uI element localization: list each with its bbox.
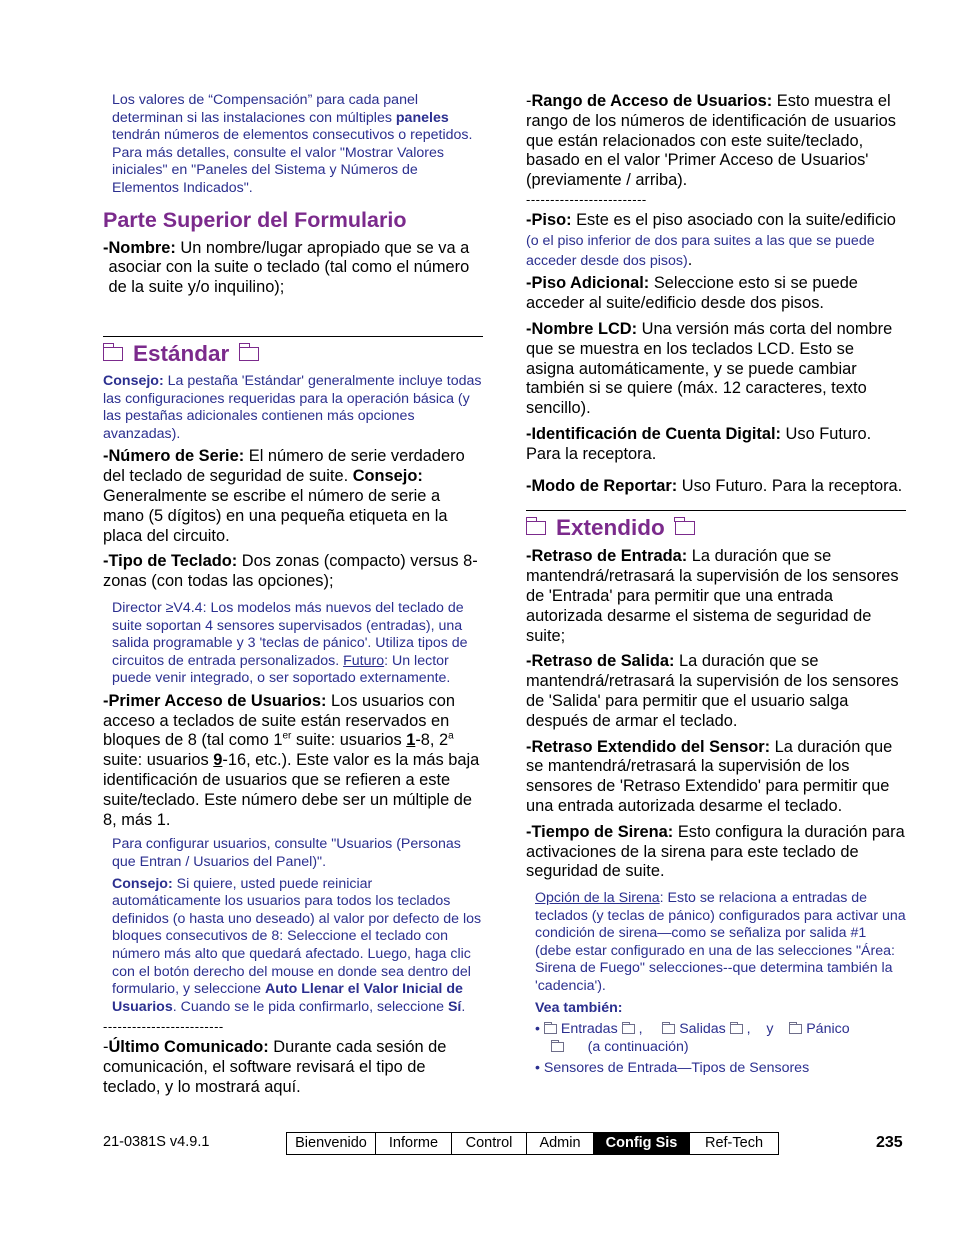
opcion-sirena-link[interactable]: Opción de la Sirena [535,890,660,907]
nav-bienvenido[interactable]: Bienvenido [287,1133,376,1154]
field-rango-acceso: -Rango de Acceso de Usuarios: Esto muestra el rango de los números de identificación de usuarios que están relacionados con este suite/teclado, basado en el valor 'Primer Acceso de Usuarios' (previamente / arriba). [526,92,896,190]
list-item: • Sensores de Entrada—Tipos de Sensores [535,1060,810,1077]
section-divider [526,510,906,511]
folder-icon [551,1042,564,1052]
nav-admin[interactable]: Admin [527,1133,594,1154]
vea-tambien-list [526,1021,906,1078]
footer-nav [286,1132,779,1155]
consejo-estandar-note: Consejo: La pestaña 'Estándar' generalmente incluye todas las configuraciones requeridas para la operación básica (y las pestañas adicionales contienen más opciones avanzadas). [103,372,482,442]
vea-tambien-label: Vea también: [535,999,623,1016]
configurar-usuarios-note: Para configurar usuarios, consulte "Usuarios (Personas que Entran / Usuarios del Panel)". [112,836,461,871]
field-ultimo-comunicado: -Último Comunicado: Durante cada sesión de comunicación, el software revisará el tipo de teclado, y lo mostrará aquí. [103,1038,447,1096]
list-item: • Entradas , Salidas , y Pánico (a continuación) [535,1021,850,1055]
field-retraso-extendido: -Retraso Extendido del Sensor: La duración que se mantendrá/retrasará la supervisión de los sensores de 'Retraso Extendido' para permitir que una entrada autorizada desarme el teclado. [526,737,893,815]
panico-link[interactable]: Pánico [806,1021,850,1038]
nav-ref-tech[interactable]: Ref-Tech [704,1135,764,1151]
page-number: 235 [876,1134,903,1151]
field-numero-serie: -Número de Serie: El número de serie verdadero del teclado de seguridad de suite. Consejo: Generalmente se escribe el número de serie a mano (5 dígitos) en una pequeña etiqueta en la placa del circuito. [103,447,465,545]
field-tipo-teclado: -Tipo de Teclado: Dos zonas (compacto) versus 8-zonas (con todas las opciones); [103,552,478,591]
field-nombre: - Nombre: Un nombre/lugar apropiado que se va a asociar con la suite o teclado (tal como el número de la suite y/o inquilino); [103,238,470,297]
opcion-sirena-note: Opción de la Sirena: Esto se relaciona a entradas de teclados (y teclas de pánico) configurados para activar una condición de sirena—como se señaliza por salida #1 (debe estar configurado en una de las selecciones "Área: Sirena de Fuego" selecciones--que determina también la 'cadencia'). [535,890,906,995]
document-id: 21-0381S v4.9.1 [103,1134,210,1150]
field-tiempo-sirena: -Tiempo de Sirena: Esto configura la duración para activaciones de la sirena para este teclado de seguridad de suite. [526,822,905,881]
right-column [526,92,906,1078]
folder-icon [103,347,123,361]
consejo-auto-llenar-note: Consejo: Si quiere, usted puede reiniciar automáticamente los usuarios para todos los teclados definidos (o hasta uno deseado) al valor por defecto de los bloques consecutivos de 8: Seleccione el teclado con número más alto que quedará afectado. Luego, haga clic con el botón derecho del mouse en donde sea dentro del formulario, y seleccione Auto Llenar el Valor Inicial de Usuarios. Cuando se le pida confirmarlo, seleccione Sí. [112,875,482,1015]
nav-informe[interactable]: Informe [376,1133,452,1154]
folder-icon [730,1024,743,1034]
field-modo-reportar: - Modo de Reportar: Uso Futuro. Para la receptora. [526,476,903,495]
separator-line: ------------------------- [526,191,647,207]
folder-icon [239,347,259,361]
field-nombre-lcd: -Nombre LCD: Una versión más corta del nombre que se muestra en los teclados LCD. Esto se asigna automáticamente, y se puede cambiar también si se quiere (máx. 12 caracteres, texto sencillo). [526,319,893,418]
field-primer-acceso: -Primer Acceso de Usuarios: Los usuarios con acceso a teclados de suite están reservados en bloques de 8 (tal como 1er suite: usuarios 1-8, 2$^a$ suite: usuarios 9-16, etc.). Este valor es la más baja identificación de usuarios que se refieren a este suite/teclado. Este número debe ser un múltiple de 8, más 1. [103,691,480,829]
nav-config-sis[interactable]: Config Sis [594,1133,690,1154]
section-title-estandar: Estándar [103,341,483,367]
folder-icon [662,1024,675,1034]
folder-icon [544,1024,557,1034]
field-identificacion-cuenta: -Identificación de Cuenta Digital: Uso Futuro. Para la receptora. [526,424,872,463]
separator-line: ------------------------- [103,1019,224,1035]
folder-icon [622,1024,635,1034]
folder-icon [789,1024,802,1034]
section-divider [103,336,483,337]
director-note: Director ≥V4.4: Los modelos más nuevos del teclado de suite soportan 4 sensores supervisados (entradas), una salida programable y 3 'teclas de pánico'. Utiliza tipos de circuitos de entrada personalizados. Futuro: Un lector puede venir integrado, o ser soportado externamente. [112,599,468,687]
field-piso-adicional: -Piso Adicional: Seleccione esto si se puede acceder al suite/edificio desde dos pisos. [526,274,858,313]
nav-control[interactable]: Control [452,1133,527,1154]
salidas-link[interactable]: Salidas [679,1021,726,1038]
field-retraso-salida: -Retraso de Salida: La duración que se mantendrá/retrasará la supervisión de los sensores de 'Salida' para permitir que el usuario salga después de armar el teclado. [526,652,899,730]
compensation-note: Los valores de “Compensación” para cada panel determinan si las instalaciones con múltiples paneles tendrán números de elementos consecutivos o repetidos. Para más detalles, consulte el valor "Mostrar Valores iniciales" en "Paneles del Sistema y Números de Elementos Indicados". [112,92,473,196]
folder-icon [526,521,546,535]
field-retraso-entrada: -Retraso de Entrada: La duración que se mantendrá/retrasará la supervisión de los sensores de 'Entrada' para permitir que una entrada autorizada desarme el sistema de seguridad de suite; [526,547,899,645]
sensores-link[interactable]: Sensores de Entrada—Tipos de Sensores [543,1060,810,1077]
folder-icon [675,521,695,535]
section-title-parte-superior: Parte Superior del Formulario [103,207,407,232]
field-piso: -Piso: Este es el piso asociado con la suite/edificio (o el piso inferior de dos para suites a las que se puede acceder desde dos pisos). [526,210,896,269]
entradas-link[interactable]: Entradas [560,1021,618,1038]
section-title-extendido: Extendido [526,515,906,541]
futuro-link[interactable]: Futuro [343,652,385,669]
left-column [103,92,483,1098]
